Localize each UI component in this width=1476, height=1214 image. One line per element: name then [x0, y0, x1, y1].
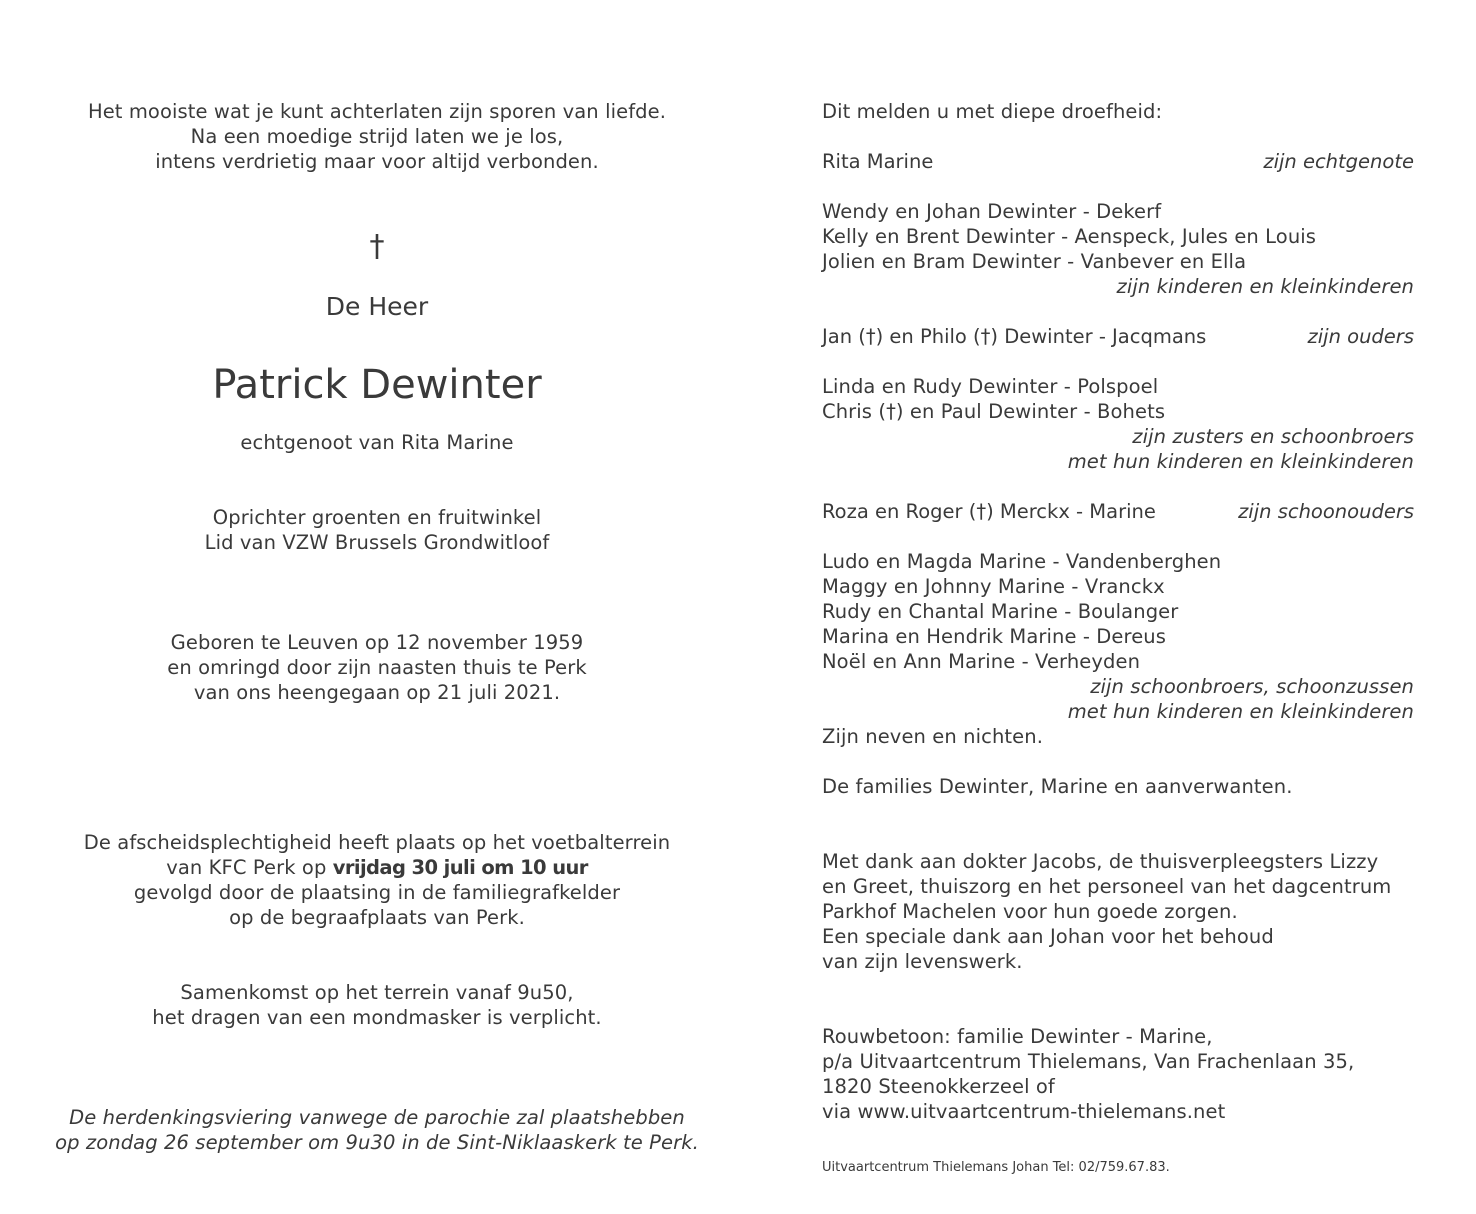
- intro: [822, 99, 1414, 124]
- quote-line: Na een moedige strijd laten we je los,: [190, 125, 564, 148]
- family-line: Linda en Rudy Dewinter - Polspoel: [822, 375, 1159, 398]
- left-page: [40, 0, 714, 1214]
- families: [822, 774, 1414, 799]
- spouse-text: echtgenoot van Rita Marine: [240, 431, 514, 454]
- condolences-line: Rouwbetoon: familie Dewinter - Marine,: [822, 1025, 1213, 1048]
- roles: [40, 505, 714, 555]
- birth-death-line: Geboren te Leuven op 12 november 1959: [170, 631, 584, 654]
- right-page: [822, 0, 1414, 1214]
- parents-in-law-relation: zijn schoonouders: [1238, 500, 1414, 523]
- family-line: Ludo en Magda Marine - Vandenberghen: [822, 550, 1222, 573]
- family-line: Rudy en Chantal Marine - Boulanger: [822, 600, 1179, 623]
- wife-name: Rita Marine: [822, 150, 934, 173]
- birth-death-line: van ons heengegaan op 21 juli 2021.: [193, 681, 561, 704]
- families-line: De families Dewinter, Marine en aanverwanten.: [822, 775, 1293, 798]
- wife-relation: zijn echtgenote: [1263, 150, 1414, 173]
- gathering-line: Samenkomst op het terrein vanaf 9u50,: [180, 981, 574, 1004]
- family-line: Marina en Hendrik Marine - Dereus: [822, 625, 1167, 648]
- parents-name: Jan (†) en Philo (†) Dewinter - Jacqmans: [822, 325, 1207, 348]
- intro-text: Dit melden u met diepe droefheid:: [822, 100, 1163, 123]
- spouse-line: [40, 430, 714, 455]
- role-line: Oprichter groenten en fruitwinkel: [212, 506, 542, 529]
- wife-row: [822, 149, 1414, 174]
- cross-symbol: †: [369, 229, 385, 264]
- birth-death: [40, 630, 714, 705]
- memorial-line: De herdenkingsviering vanwege de parochie zal plaatshebben: [69, 1106, 685, 1129]
- family-line: Kelly en Brent Dewinter - Aenspeck, Jules en Louis: [822, 225, 1317, 248]
- condolences: [822, 1024, 1414, 1124]
- ceremony-date: vrijdag 30 juli om 10 uur: [332, 856, 588, 879]
- condolences-line: 1820 Steenokkerzeel of: [822, 1075, 1055, 1098]
- family-relation: zijn zusters en schoonbroers: [1132, 425, 1414, 448]
- memorial: [40, 1105, 714, 1155]
- children: [822, 199, 1414, 299]
- family-line: Maggy en Johnny Marine - Vranckx: [822, 575, 1165, 598]
- thanks: [822, 849, 1414, 974]
- parents-in-law-row: [822, 499, 1414, 524]
- thanks-line: en Greet, thuiszorg en het personeel van het dagcentrum: [822, 875, 1392, 898]
- ceremony-line: op de begraafplaats van Perk.: [229, 906, 525, 929]
- birth-death-line: en omringd door zijn naasten thuis te Perk: [167, 656, 587, 679]
- condolences-line: via www.uitvaartcentrum-thielemans.net: [822, 1100, 1226, 1123]
- in-laws: [822, 549, 1414, 749]
- family-line: Chris (†) en Paul Dewinter - Bohets: [822, 400, 1166, 423]
- deceased-name: Patrick Dewinter: [212, 362, 542, 408]
- family-line: Wendy en Johan Dewinter - Dekerf: [822, 200, 1162, 223]
- gathering-line: het dragen van een mondmasker is verplicht.: [152, 1006, 602, 1029]
- ceremony-prefix: van KFC Perk op: [166, 856, 333, 879]
- ceremony-line: gevolgd door de plaatsing in de familiegrafkelder: [133, 881, 621, 904]
- ceremony-line: [40, 855, 714, 880]
- role-line: Lid van VZW Brussels Grondwitloof: [204, 531, 550, 554]
- family-line: Jolien en Bram Dewinter - Vanbever en Ella: [822, 250, 1247, 273]
- quote-line: Het mooiste wat je kunt achterlaten zijn sporen van liefde.: [87, 100, 667, 123]
- family-line: Noël en Ann Marine - Verheyden: [822, 650, 1141, 673]
- memorial-line: op zondag 26 september om 9u30 in de Sint-Niklaaskerk te Perk.: [55, 1131, 699, 1154]
- family-relation: zijn schoonbroers, schoonzussen: [1090, 675, 1414, 698]
- parents-in-law-name: Roza en Roger (†) Merckx - Marine: [822, 500, 1156, 523]
- condolences-line: p/a Uitvaartcentrum Thielemans, Van Frachenlaan 35,: [822, 1050, 1355, 1073]
- ceremony-line: De afscheidsplechtigheid heeft plaats op het voetbalterrein: [83, 831, 671, 854]
- parents-row: [822, 324, 1414, 349]
- opening-quote: [40, 99, 714, 174]
- family-relation: zijn kinderen en kleinkinderen: [1116, 275, 1414, 298]
- gathering: [40, 980, 714, 1030]
- honorific: De Heer: [325, 292, 429, 321]
- thanks-line: Een speciale dank aan Johan voor het behoud: [822, 925, 1274, 948]
- cousins-line: Zijn neven en nichten.: [822, 725, 1044, 748]
- thanks-line: Met dank aan dokter Jacobs, de thuisverpleegsters Lizzy: [822, 850, 1379, 873]
- thanks-line: Parkhof Machelen voor hun goede zorgen.: [822, 900, 1238, 923]
- thanks-line: van zijn levenswerk.: [822, 950, 1023, 973]
- ceremony: [40, 830, 714, 930]
- family-relation: met hun kinderen en kleinkinderen: [1067, 450, 1414, 473]
- siblings: [822, 374, 1414, 474]
- family-relation: met hun kinderen en kleinkinderen: [1067, 700, 1414, 723]
- footer-credit: Uitvaartcentrum Thielemans Johan Tel: 02/759.67.83.: [822, 1160, 1170, 1175]
- parents-relation: zijn ouders: [1307, 325, 1414, 348]
- quote-line: intens verdrietig maar voor altijd verbonden.: [155, 150, 599, 173]
